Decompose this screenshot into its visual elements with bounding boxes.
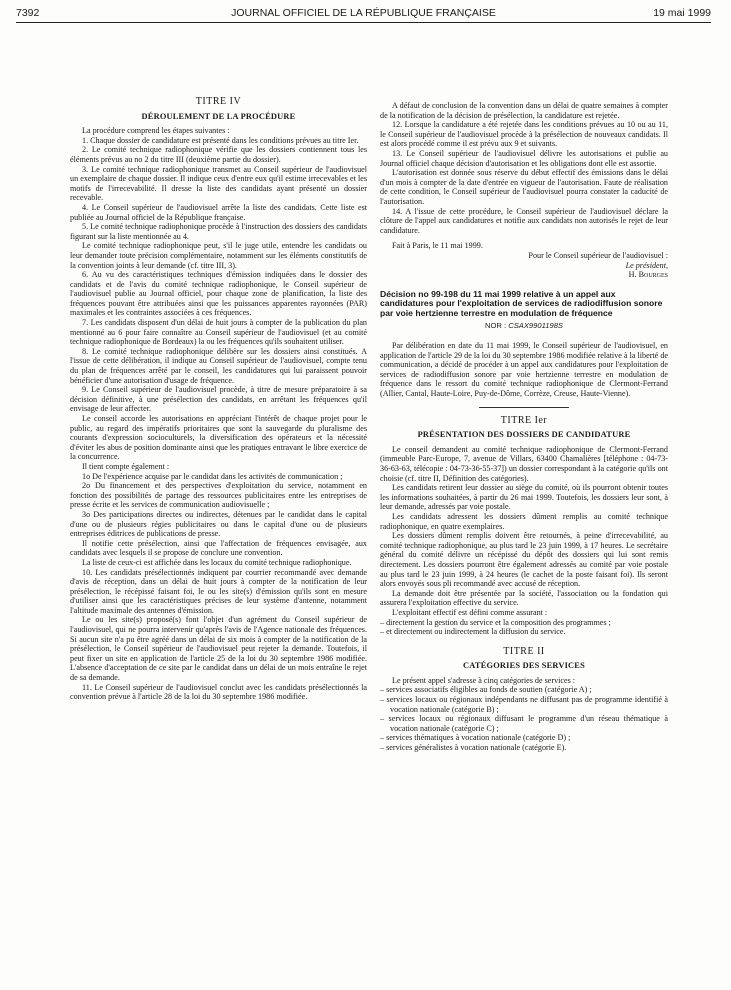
paragraph: L'autorisation est donnée sous réserve du début effectif des émissions dans le délai d'un mois à compter de la date d'entrée en vigueur de l'autorisation. Faute de réalisation de cette condition, le Conseil supérieur de l'audiovisuel pourra constater la caducité de l'autorisation. [380,168,668,206]
paragraph: 1o De l'expérience acquise par le candidat dans les activités de communication ; [82,471,343,481]
paragraph: 13. Le Conseil supérieur de l'audiovisuel délivre les autorisations et publie au Journal officiel chaque décision d'autorisation et les obligations dont elle est assortie. [380,148,668,168]
paragraph: 3. Le comité technique radiophonique transmet au Conseil supérieur de l'audiovisuel un exemplaire de chaque dossier. Il indique ceux d'entre eux qu'il estime irrecevables et les motifs de l'irrecevabilité. Il dresse la liste des candidats ayant présenté un dossier recevable. [70,164,367,203]
paragraph: Le conseil demandent au comité technique radiophonique de Clermont-Ferrand (immeuble Parc-Europe, 7, avenue de Villars, 63400 Chamalières [téléphone : 04-73-36-63-63, télécopie : 04-73-36-55-37]) un dossier correspondant à la catégorie qu'ils ont choisie (cf. titre II, Définition des catégories). [380,444,668,483]
titre-i-heading: TITRE Ier [500,414,548,426]
issue-date: 19 mai 1999 [653,7,711,19]
categories-intro: Le présent appel s'adresse à cinq catégories de services : [392,675,576,685]
dash-item: – et directement ou indirectement la diffusion du service. [380,627,566,637]
paragraph: 12. Lorsque la candidature a été rejetée dans les conditions prévues au 10 ou au 11, le Conseil supérieur de l'audiovisuel procède à la présélection de nouveaux candidats. Il est alors procédé comme il est prévu aux 9 et suivants. [380,120,668,149]
paragraph: 11. Le Conseil supérieur de l'audiovisuel conclut avec les candidats présélectionnés la convention prévue à l'article 28 de la loi du 30 septembre 1986 modifiée. [70,682,367,702]
titre-iv-heading: TITRE IV [195,96,242,107]
left-column [70,97,367,702]
nor-value: CSAX9901198S [508,321,563,331]
paragraph: Le comité technique radiophonique peut, s'il le juge utile, entendre les candidats ou leur demander toute précision complémentaire, notamment sur les éléments constitutifs de la convention joints à leur demande (cf. titre III, 3). [70,241,367,270]
paragraph: A défaut de conclusion de la convention dans un délai de quatre semaines à compter de la notification de la décision de présélection, la candidature est rejetée. [380,101,668,120]
paragraph: 2o Du financement et des perspectives d'exploitation du service, notamment en fonction des possibilités de partage des ressources publicitaires entre les entreprises de presse écrite et les services de communication audiovisuelle ; [70,481,367,510]
separator-rule [479,407,569,408]
dash-item: – services thématiques à vocation nationale (catégorie D) ; [380,733,571,743]
signature-line-3: H. Bourges [628,270,668,280]
dash-item: – services associatifs éligibles au fonds de soutien (catégorie A) ; [380,685,592,695]
paragraph: Les dossiers dûment remplis doivent être retournés, à peine d'irrecevabilité, au comité technique radiophonique, au plus tard le 23 juin 1999, à 17 heures. Le secrétaire général du comité délivre un récépissé du dépôt des dossiers qui lui sont remis directement. Les dossiers pourront être également adressés au comité par voie postale au plus tard le 23 juin 1999, à 24 heures (le cachet de la poste faisant foi). Ils seront alors envoyés sous pli recommandé avec accusé de réception. [380,531,668,589]
paragraph: 3o Des participations directes ou indirectes, détenues par le candidat dans le capital d'une ou de plusieurs régies publicitaires ou dans le capital d'une ou de plusieurs entreprises éditrices de publications de presse. [70,509,367,539]
dash-item: – services généralistes à vocation nationale (catégorie E). [380,743,567,753]
dash-item: – services locaux ou régionaux diffusant le programme d'un réseau thématique à vocation nationale (catégorie C) ; [380,714,668,733]
paragraph: 5. Le comité technique radiophonique procède à l'instruction des dossiers des candidats figurant sur la liste mentionnée au 4. [70,222,367,241]
signature-line-1: Pour le Conseil supérieur de l'audiovisuel : [528,250,668,260]
paragraph: 6. Au vu des caractéristiques techniques d'émission indiquées dans le dossier des candidats et de l'avis du comité technique radiophonique, le Conseil supérieur de l'audiovisuel publie au Journal officiel, pour chaque zone de planification, la liste des fréquences pouvant être attribuées ainsi que les puissances apparentes rayonnées (PAR) maximales et les contraintes associées à ces fréquences. [70,270,367,318]
decision-title: Décision no 99-198 du 11 mai 1999 relative à un appel aux candidatures pour l'exploitation de services de radiodiffusion sonore par voie hertzienne terrestre en modulation de fréquence [380,288,663,318]
paragraph: 8. Le comité technique radiophonique délibère sur les dossiers ainsi constitués. A l'issue de cette délibération, il indique au Conseil supérieur de l'audiovisuel, compte tenu du plan de fréquences arrêté par le conseil, les candidatures qui lui paraissent pouvoir bénéficier d'une autorisation d'usage de fréquence. [70,346,367,385]
paragraph: 4. Le Conseil supérieur de l'audiovisuel arrête la liste des candidats. Cette liste est publiée au Journal officiel de la République française. [70,202,367,222]
fait-a-paris: Fait à Paris, le 11 mai 1999. [392,241,483,251]
header-rule [16,22,711,23]
journal-title: JOURNAL OFFICIEL DE LA RÉPUBLIQUE FRANÇAISE [231,7,496,19]
paragraph: Les candidats adressent les dossiers dûment remplis au comité technique radiophonique, en quatre exemplaires. [380,511,668,531]
titre-ii-heading: TITRE II [503,645,545,657]
nor-reference [380,321,668,331]
section-heading-categories: CATÉGORIES DES SERVICES [463,661,585,671]
paragraph: Le ou les site(s) proposé(s) font l'objet d'un agrément du Conseil supérieur de l'audiovisuel, qui ne pourra intervenir qu'après l'avis de l'Agence nationale des fréquences. Si aucun site n'a pu être agréé dans un délai de six mois à compter de la notification de la présélection, le Conseil supérieur de l'audiovisuel peut rejeter la demande. Toutefois, il peut fixer un site en application de l'article 25 de la loi du 30 septembre 1986 modifiée. L'absence d'acceptation de ce site par le candidat dans un délai de un mois entraîne le rejet de sa demande. [70,615,367,683]
section-heading-presentation: PRÉSENTATION DES DOSSIERS DE CANDIDATURE [417,430,631,440]
signature-line-2: Le président, [625,260,668,270]
paragraph: Les candidats retirent leur dossier au siège du comité, où ils pourront obtenir toutes les informations souhaitées, à partir du 26 mai 1999. Toutefois, les dossiers leur sont, à leur demande, adressés par voie postale. [380,483,668,512]
paragraph: Il notifie cette présélection, ainsi que l'affectation de fréquences envisagée, aux candidats avec lesquels il se propose de conclure une convention. [70,538,367,558]
paragraph: 1. Chaque dossier de candidature est présenté dans les conditions prévues au titre Ier. [82,135,359,145]
paragraph: 14. A l'issue de cette procédure, le Conseil supérieur de l'audiovisuel déclare la clôture de l'appel aux candidatures et notifie aux candidats non autorisés le rejet de leur candidature. [380,206,668,235]
paragraph: 2. Le comité technique radiophonique vérifie que les dossiers contiennent tous les éléments prévus au no 2 du titre III (deuxième partie du dossier). [70,145,367,164]
paragraph: 10. Les candidats présélectionnés indiquent par courrier recommandé avec demande d'avis de réception, dans un délai de huit jours à compter de la notification de leur présélection, le récépissé faisant foi, le ou les site(s) d'émission qu'ils sont en mesure d'utiliser ainsi que les caractéristiques précises de leur système d'antenne, notamment l'altitude maximale des antennes d'émission. [70,567,367,615]
paragraph: 7. Les candidats disposent d'un délai de huit jours à compter de la publication du plan mentionné au 6 pour faire connaître au Conseil supérieur de l'audiovisuel (et au comité technique radiophonique de Bordeaux) la ou les fréquences qu'ils souhaitent utiliser. [70,318,367,347]
left-paragraphs [70,126,367,702]
dash-item: – directement la gestion du service et la composition des programmes ; [380,617,611,627]
decision-paragraph: Par délibération en date du 11 mai 1999, le Conseil supérieur de l'audiovisuel, en application de l'article 29 de la loi du 30 septembre 1986 modifiée relative à la liberté de communication, a décidé de procéder à un appel aux candidatures pour l'exploitation de services de radiodiffusion sonore par voie hertzienne terrestre en modulation de fréquence dans le ressort du comité technique radiophonique de Clermont-Ferrand (Allier, Cantal, Haute-Loire, Puy-de-Dôme, Corrèze, Creuse, Haute-Vienne). [380,341,668,399]
paragraph: La procédure comprend les étapes suivantes : [82,126,230,136]
page-header [16,7,711,23]
paragraph: La demande doit être présentée par la société, l'association ou la fondation qui assurera l'exploitation effective du service. [380,588,668,608]
categories-dash-list [380,685,668,752]
page-number: 7392 [16,7,40,19]
paragraph: Le conseil accorde les autorisations en appréciant l'intérêt de chaque projet pour le public, au regard des impératifs prioritaires que sont la sauvegarde du pluralisme des courants d'expression socioculturels, la diversification des opérateurs et la nécessité d'éviter les abus de position dominante ainsi que les pratiques entravant le libre exercice de la concurrence. [70,414,367,462]
nor-label: NOR : [485,321,507,331]
paragraph: La liste de ceux-ci est affichée dans les locaux du comité technique radiophonique. [82,557,352,567]
titre-i-paragraphs [380,445,668,618]
dash-item: – services locaux ou régionaux indépendants ne diffusant pas de programme identifié à vocation nationale (catégorie B) ; [380,695,668,714]
right-top-paragraphs [380,101,668,235]
section-heading-deroulement: DÉROULEMENT DE LA PROCÉDURE [141,111,296,121]
right-column [380,101,668,753]
titre-i-dash-list [380,618,668,637]
paragraph: Il tient compte également : [82,461,170,471]
paragraph: L'exploitant effectif est défini comme assurant : [392,607,548,617]
paragraph: 9. Le Conseil supérieur de l'audiovisuel procède, à titre de mesure préparatoire à sa décision définitive, à une présélection des candidats, en arrêtant les fréquences qu'il envisage de leur affecter. [70,385,367,414]
